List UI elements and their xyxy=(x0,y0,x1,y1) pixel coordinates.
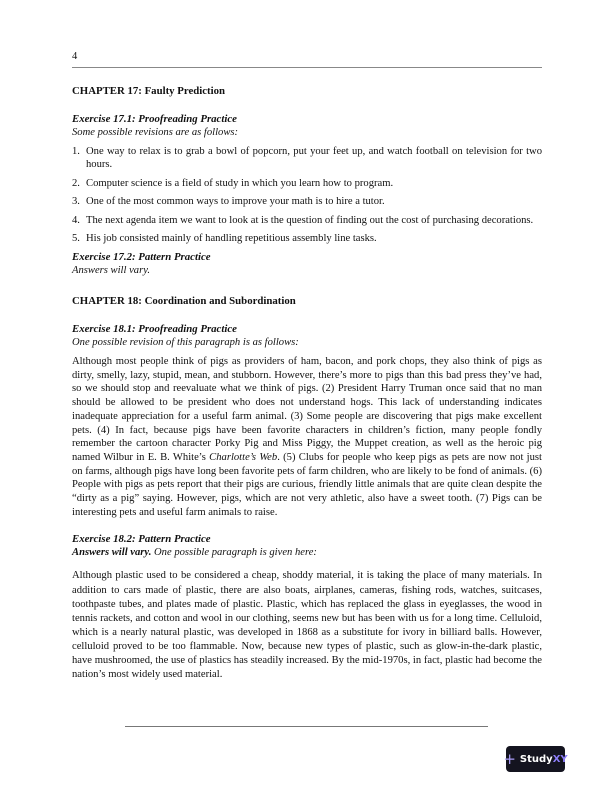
exercise-17-2 xyxy=(72,251,542,277)
exercise-title: Exercise 17.2: Pattern Practice xyxy=(72,251,211,263)
exercise-subtitle: One possible paragraph is given here: xyxy=(151,547,317,559)
exercise-title: Exercise 17.1: Proofreading Practice xyxy=(72,113,237,125)
item-number: 5. xyxy=(72,233,80,244)
item-text: The next agenda item we want to look at is the question of finding out the cost of purchasing decorations. xyxy=(86,214,534,226)
list-item xyxy=(72,214,542,227)
exercise-subtitle: Some possible revisions are as follows: xyxy=(72,127,239,138)
item-text: One way to relax is to grab a bowl of popcorn, put your feet up, and watch football on television for two hours. xyxy=(86,146,542,170)
exercise-18-1 xyxy=(72,323,542,349)
book-title: Charlotte’s Web xyxy=(209,451,278,463)
studyxy-badge[interactable] xyxy=(503,746,568,772)
page-content xyxy=(72,85,542,682)
answers-note: Answers will vary. xyxy=(72,547,152,559)
paragraph-text: Although most people think of pigs as providers of ham, bacon, and pork chops, they also think of pigs as dirty, smelly, lazy, stupid, mean, and stubborn. However, there’s more to pigs than this bad press they’ve had, so we should stop and reevaluate what we think of pigs. (2) President Harry Truman once said that no man should be allowed to be president who does not understand hogs. This lack of understanding indicates inadequate appreciation for a useful farm animal. (3) Some people are discovering that pigs make excellent pets. (4) In fact, because pigs have been favorite characters in children’s fiction, many people fondly remember the cartoon character Porky Pig and Miss Piggy, the Muppet creation, as well as the heroic pig named Wilbur in E. B. White’s xyxy=(72,356,542,463)
chapter-17-title: CHAPTER 17: Faulty Prediction xyxy=(72,85,226,97)
exercise-title: Exercise 18.1: Proofreading Practice xyxy=(72,323,237,335)
page-number: 4 xyxy=(72,51,78,62)
list-item xyxy=(72,177,542,190)
footer-rule xyxy=(125,726,488,727)
list-item xyxy=(72,195,542,208)
exercise-17-1 xyxy=(72,113,542,139)
list-item xyxy=(72,145,542,171)
exercise-18-2 xyxy=(72,533,542,559)
plus-icon: + xyxy=(503,749,516,768)
item-number: 3. xyxy=(72,196,80,207)
brand-name xyxy=(520,754,568,765)
brand-xy: XY xyxy=(552,753,568,765)
item-text: Computer science is a field of study in which you learn how to program. xyxy=(86,177,394,189)
exercise-subtitle: Answers will vary. xyxy=(72,265,150,276)
item-number: 2. xyxy=(72,177,80,189)
item-number: 4. xyxy=(72,214,80,226)
revision-list xyxy=(72,145,542,245)
chapter-18-title: CHAPTER 18: Coordination and Subordination xyxy=(72,295,296,307)
pigs-paragraph xyxy=(72,355,542,519)
brand-study: Study xyxy=(519,753,553,765)
item-text: One of the most common ways to improve your math is to hire a tutor. xyxy=(86,196,385,207)
exercise-title: Exercise 18.2: Pattern Practice xyxy=(72,533,211,546)
header-rule xyxy=(72,67,542,68)
item-text: His job consisted mainly of handling repetitious assembly line tasks. xyxy=(86,233,377,244)
list-item xyxy=(72,232,542,245)
paragraph-text: . (5) Clubs for people who keep pigs as pets are now not just on farms, although pigs have long been favorite pets of farm children, who are likely to be fond of animals. (6) People with pigs as pets report that their pigs are curious, friendly little animals that are quite clean despite the “dirty as a pig” saying. However, pigs, which are not very athletic, also have a sweet tooth. (7) Pigs can be interesting pets and useful farm animals to raise. xyxy=(72,451,542,518)
exercise-subtitle: One possible revision of this paragraph is as follows: xyxy=(72,337,299,348)
plastic-paragraph: Although plastic used to be considered a cheap, shoddy material, it is taking the place of many materials. In addition to cars made of plastic, there are also boats, airplanes, cameras, fishing rods, watches, suitcases, toothpaste tubes, and plates made of plastic. Plastic, which has replaced the glass in eyeglasses, the wood in tennis rackets, and cotton and wool in our clothing, seems new but has been with us for a long time. Celluloid, which is a nearly natural plastic, was developed in 1868 as a substitute for ivory in billiard balls. However, celluloid proved to be too flammable. Now, because new types of plastic, such as glow-in-the-dark plastic, have mushroomed, the use of plastics has steadily increased. By the mid-1970s, in fact, plastic had become the nation’s most widely used material. xyxy=(72,570,542,681)
item-number: 1. xyxy=(72,146,80,157)
